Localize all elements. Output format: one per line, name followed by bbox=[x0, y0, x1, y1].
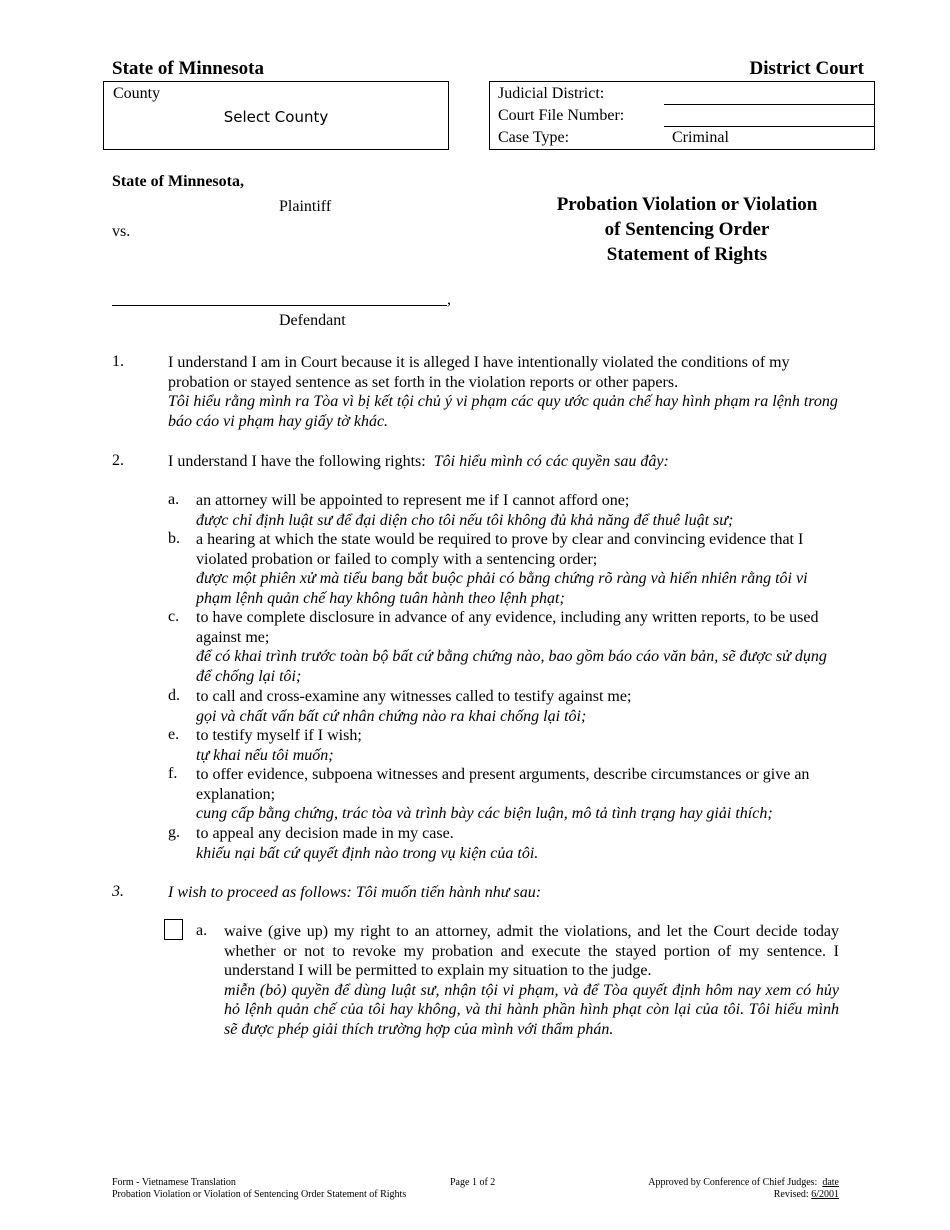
right-e-english: to testify myself if I wish; bbox=[196, 727, 362, 744]
option-a-vietnamese: miễn (bỏ) quyền để dùng luật sư, nhận tội vi phạm, và để Tòa quyết định hôm nay xem có hủy hỏ lệnh quản chế của tôi hay không, và thi hành phần hình phạt còn lại của tôi. Tôi hiểu mình sẽ được phép giải thích trường hợp của mình với thẩm phán. bbox=[224, 981, 839, 1038]
court-heading: District Court bbox=[749, 58, 864, 79]
judicial-district-field[interactable] bbox=[664, 84, 874, 105]
case-info-box bbox=[489, 81, 875, 150]
versus-label: vs. bbox=[112, 223, 131, 240]
footer-form-label: Form - Vietnamese Translation bbox=[112, 1177, 236, 1188]
county-label: County bbox=[113, 85, 161, 102]
court-file-field[interactable] bbox=[664, 106, 874, 127]
right-b-letter: b. bbox=[168, 530, 180, 547]
item-1-vietnamese: Tôi hiểu rằng mình ra Tòa vì bị kết tội chủ ý vi phạm các quy ước quản chế hay hình phạm ra lệnh trong báo cáo vi phạm hay giấy tờ khác. bbox=[168, 393, 838, 430]
option-a-checkbox[interactable] bbox=[164, 919, 183, 940]
option-a bbox=[224, 922, 839, 1040]
county-box bbox=[103, 81, 449, 150]
right-g-vietnamese: khiếu nại bất cứ quyết định nào trong vụ kiện của tôi. bbox=[196, 844, 539, 862]
item-1-number: 1. bbox=[112, 353, 124, 370]
judicial-district-label: Judicial District: bbox=[498, 85, 605, 102]
right-c-vietnamese: để có khai trình trước toàn bộ bất cứ bằng chứng nào, bao gồm báo cáo văn bản, sẽ được sử dụng để chống lại tôi; bbox=[196, 648, 827, 685]
plaintiff-name: State of Minnesota, bbox=[112, 173, 244, 190]
right-b bbox=[196, 530, 840, 608]
case-type-label: Case Type: bbox=[498, 129, 570, 146]
item-1 bbox=[168, 353, 840, 431]
right-e-letter: e. bbox=[168, 726, 180, 743]
title-line-2: of Sentencing Order bbox=[604, 219, 770, 240]
footer-revised-date: 6/2001 bbox=[811, 1189, 839, 1200]
right-a-letter: a. bbox=[168, 491, 180, 508]
item-1-english: I understand I am in Court because it is alleged I have intentionally violated the conditions of my probation or stayed sentence as set forth in the violation reports or other papers. bbox=[168, 354, 790, 391]
right-f-english: to offer evidence, subpoena witnesses and present arguments, describe circumstances or give an explanation; bbox=[196, 766, 810, 803]
item-2-intro bbox=[168, 452, 840, 472]
right-c bbox=[196, 608, 840, 686]
state-heading: State of Minnesota bbox=[112, 58, 264, 79]
right-f-letter: f. bbox=[168, 765, 178, 782]
item-2-vietnamese: Tôi hiểu mình có các quyền sau đây: bbox=[433, 453, 669, 470]
right-a bbox=[196, 491, 840, 530]
right-e bbox=[196, 726, 840, 765]
right-g bbox=[196, 824, 840, 863]
right-b-vietnamese: được một phiên xử mà tiểu bang bắt buộc phải có bằng chứng rõ ràng và hiển nhiên rằng tôi vi phạm lệnh quản chế hay không tuân hành theo lệnh phạt; bbox=[196, 570, 808, 607]
footer-page-number: Page 1 of 2 bbox=[450, 1177, 496, 1188]
footer-approved-prefix: Approved by Conference of Chief Judges: bbox=[648, 1177, 818, 1188]
defendant-label: Defendant bbox=[279, 312, 346, 329]
defendant-comma: , bbox=[447, 291, 451, 308]
footer-revised-prefix: Revised: bbox=[773, 1189, 809, 1200]
footer-revised bbox=[774, 1189, 839, 1201]
right-c-english: to have complete disclosure in advance of any evidence, including any written reports, to be used against me; bbox=[196, 609, 819, 646]
right-d-vietnamese: gọi và chất vấn bất cứ nhân chứng nào ra khai chống lại tôi; bbox=[196, 707, 587, 725]
right-d bbox=[196, 687, 840, 726]
footer-form-name: Probation Violation or Violation of Sentencing Order Statement of Rights bbox=[112, 1189, 407, 1200]
right-g-letter: g. bbox=[168, 824, 180, 841]
court-file-label: Court File Number: bbox=[498, 107, 625, 124]
item-3-number: 3. bbox=[112, 883, 124, 900]
right-a-vietnamese: được chỉ định luật sư để đại diện cho tôi nếu tôi không đủ khả năng để thuê luật sư; bbox=[196, 511, 734, 529]
defendant-name-field[interactable] bbox=[112, 286, 447, 306]
option-a-letter: a. bbox=[196, 922, 208, 939]
right-d-letter: d. bbox=[168, 687, 180, 704]
right-a-english: an attorney will be appointed to represent me if I cannot afford one; bbox=[196, 492, 630, 509]
right-c-letter: c. bbox=[168, 608, 180, 625]
right-g-english: to appeal any decision made in my case. bbox=[196, 825, 454, 842]
option-a-english: waive (give up) my right to an attorney, admit the violations, and let the Court decide today whether or not to revoke my probation and execute the stayed portion of my sentence. I understand I will be permitted to explain my situation to the judge. bbox=[224, 923, 839, 980]
right-d-english: to call and cross-examine any witnesses called to testify against me; bbox=[196, 688, 632, 705]
item-2-english: I understand I have the following rights: bbox=[168, 453, 426, 470]
county-select[interactable]: Select County bbox=[223, 108, 329, 126]
right-b-english: a hearing at which the state would be required to prove by clear and convincing evidence that I violated probation or failed to comply with a sentencing order; bbox=[196, 531, 804, 568]
plaintiff-label: Plaintiff bbox=[279, 198, 332, 215]
case-type-value: Criminal bbox=[672, 129, 729, 146]
right-f-vietnamese: cung cấp bằng chứng, trác tòa và trình bày các biện luận, mô tả tình trạng hay giải thích; bbox=[196, 805, 773, 823]
document-title bbox=[502, 192, 872, 267]
footer-approved bbox=[648, 1177, 839, 1189]
right-e-vietnamese: tự khai nếu tôi muốn; bbox=[196, 746, 334, 764]
right-f bbox=[196, 765, 840, 824]
item-2-number: 2. bbox=[112, 452, 124, 469]
item-3-text: I wish to proceed as follows: Tôi muốn tiến hành như sau: bbox=[168, 884, 542, 901]
title-line-3: Statement of Rights bbox=[606, 244, 768, 265]
footer-approved-date: date bbox=[822, 1177, 839, 1188]
title-line-1: Probation Violation or Violation bbox=[556, 194, 818, 215]
